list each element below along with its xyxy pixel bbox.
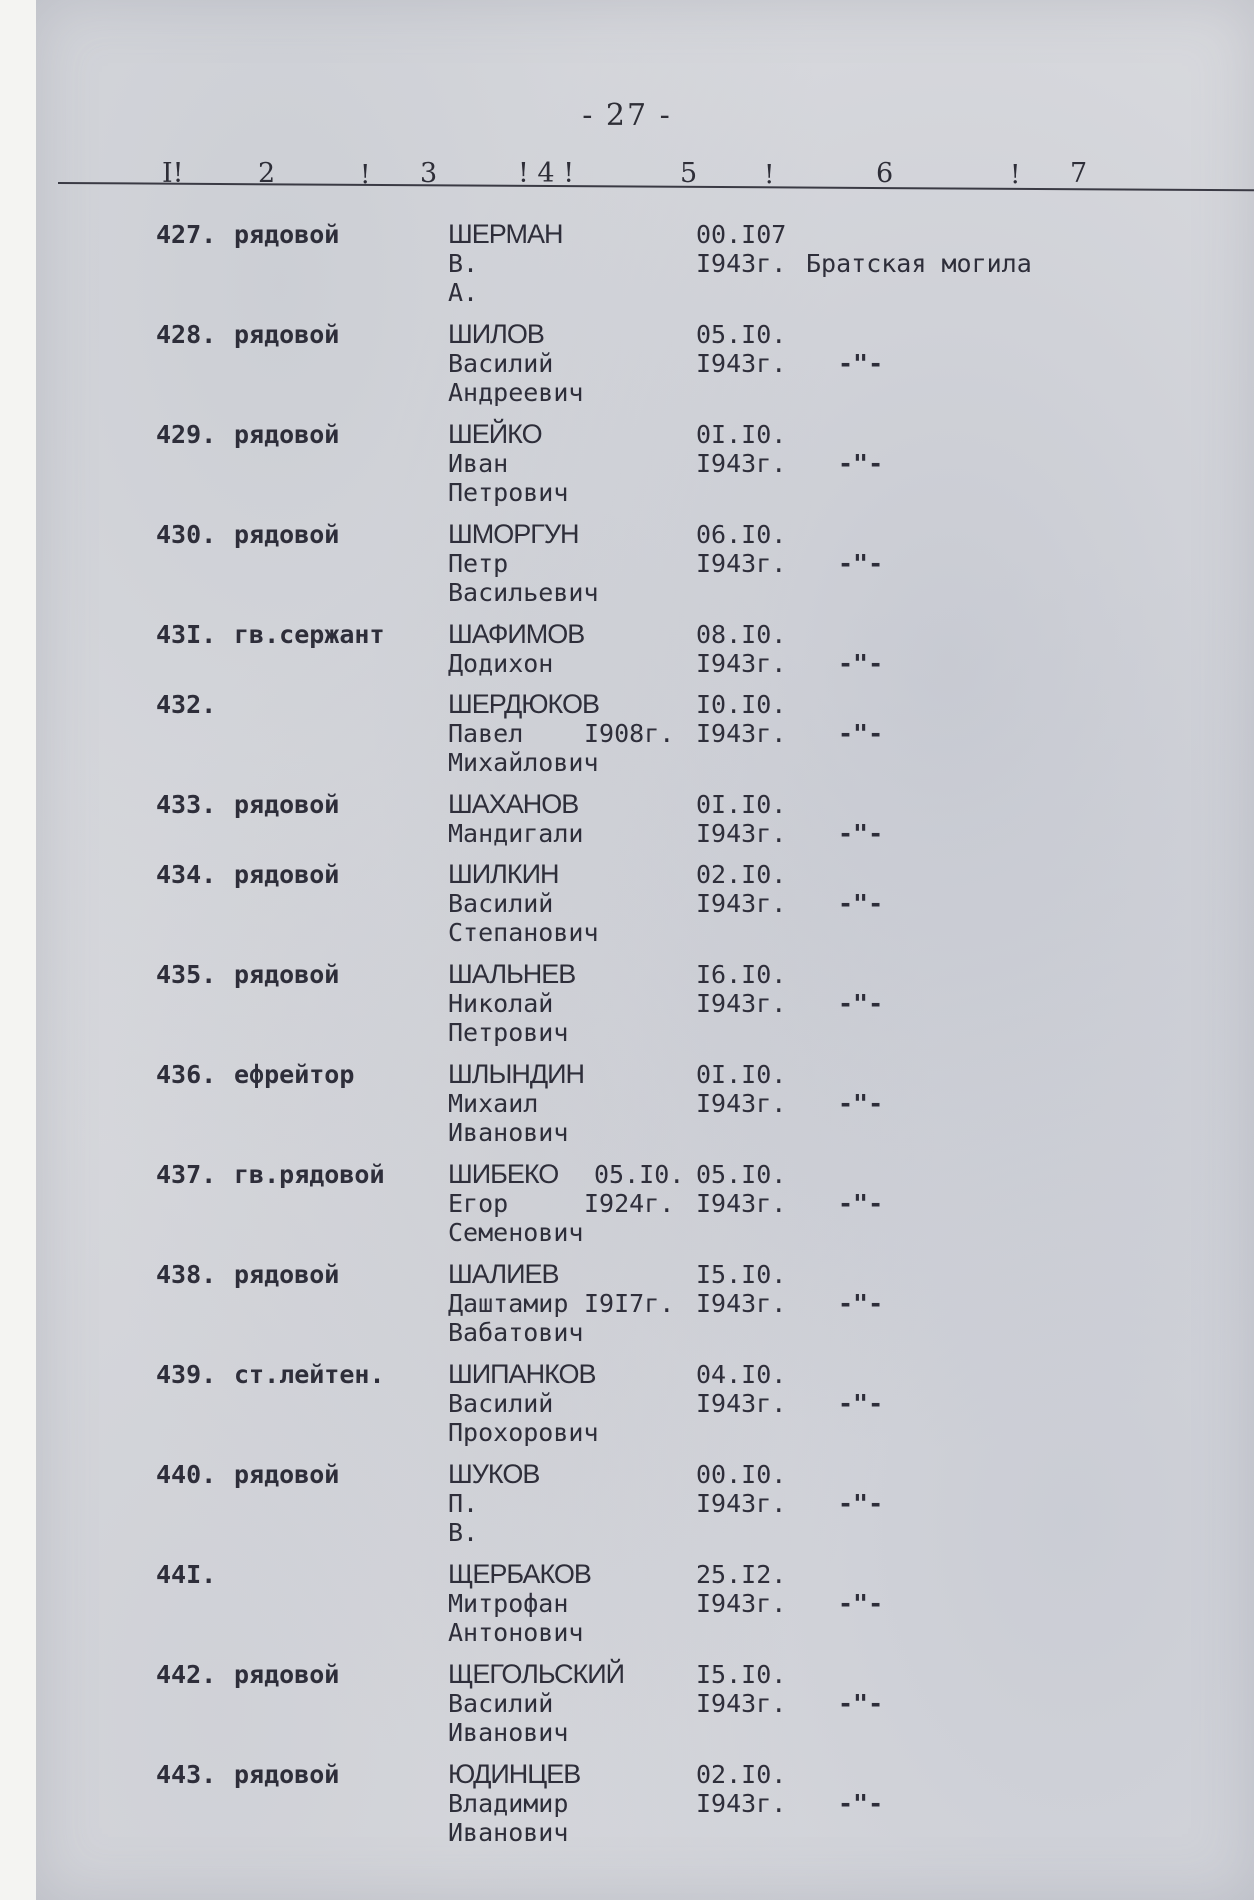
- death-day-month: 0I.I0.: [696, 420, 787, 449]
- column-separator: !: [1010, 160, 1021, 190]
- given-name: Даштамир: [448, 1289, 569, 1318]
- record-number: 440.: [156, 1460, 217, 1489]
- death-day-month: 00.I07: [696, 220, 787, 249]
- patronymic: Прохорович: [448, 1418, 599, 1447]
- column-header-5: 5: [680, 158, 698, 189]
- given-name: Павел: [448, 719, 524, 748]
- death-day-month: I5.I0.: [696, 1260, 787, 1289]
- full-name: [448, 790, 583, 848]
- birth-year: I9I7г.: [584, 1289, 675, 1318]
- column-separator: !: [764, 160, 775, 190]
- military-rank: ефрейтор: [234, 1060, 355, 1089]
- death-year: I943г.: [696, 1289, 787, 1318]
- military-rank: рядовой: [234, 220, 340, 249]
- surname: ШАЛИЕВ: [448, 1259, 559, 1289]
- given-name: Петр: [448, 549, 509, 578]
- record-number: 438.: [156, 1260, 217, 1289]
- birth-date: 05.I0.: [594, 1160, 685, 1189]
- birth-year: I924г.: [584, 1189, 675, 1218]
- death-date: [696, 620, 786, 678]
- military-rank: ст.лейтен.: [234, 1360, 385, 1389]
- given-name: Мандигали: [448, 819, 584, 848]
- full-name: [448, 1160, 583, 1247]
- burial-place: -"-: [838, 1289, 884, 1318]
- surname: ШУКОВ: [448, 1459, 540, 1489]
- given-name: Василий: [448, 889, 554, 918]
- burial-place: -"-: [838, 989, 884, 1018]
- military-rank: рядовой: [234, 420, 340, 449]
- given-name: П.: [448, 1489, 479, 1518]
- death-year: I943г.: [696, 1489, 787, 1518]
- column-header-3: 3: [420, 158, 438, 189]
- full-name: [448, 690, 599, 777]
- death-day-month: I5.I0.: [696, 1660, 787, 1689]
- death-year: I943г.: [696, 349, 787, 378]
- given-name: Василий: [448, 1389, 554, 1418]
- death-date: [696, 1160, 786, 1218]
- full-name: [448, 1460, 539, 1547]
- burial-place: -"-: [838, 1089, 884, 1118]
- death-year: I943г.: [696, 1189, 787, 1218]
- given-name: Владимир: [448, 1789, 569, 1818]
- full-name: [448, 220, 562, 307]
- military-rank: рядовой: [234, 790, 340, 819]
- given-name: Митрофан: [448, 1589, 569, 1618]
- record-number: 442.: [156, 1660, 217, 1689]
- record-number: 43I.: [156, 620, 217, 649]
- full-name: [448, 1360, 599, 1447]
- record-number: 429.: [156, 420, 217, 449]
- full-name: [448, 1660, 624, 1747]
- given-name: Додихон: [448, 649, 554, 678]
- full-name: [448, 1060, 584, 1147]
- death-year: I943г.: [696, 1689, 787, 1718]
- military-rank: рядовой: [234, 320, 340, 349]
- document-sheet: [36, 0, 1254, 1900]
- surname: ШИПАНКОВ: [448, 1359, 596, 1389]
- death-year: I943г.: [696, 249, 787, 278]
- death-date: [696, 420, 786, 478]
- full-name: [448, 1260, 583, 1347]
- death-date: [696, 960, 786, 1018]
- page-number: - 27 -: [582, 98, 672, 133]
- paper-edge: [0, 0, 36, 1900]
- death-year: I943г.: [696, 1089, 787, 1118]
- death-day-month: 04.I0.: [696, 1360, 787, 1389]
- death-day-month: I0.I0.: [696, 690, 787, 719]
- death-day-month: 0I.I0.: [696, 790, 787, 819]
- death-day-month: 06.I0.: [696, 520, 787, 549]
- given-name: Михаил: [448, 1089, 539, 1118]
- burial-place: -"-: [838, 889, 884, 918]
- death-day-month: 00.I0.: [696, 1460, 787, 1489]
- full-name: [448, 1560, 591, 1647]
- record-number: 428.: [156, 320, 217, 349]
- military-rank: рядовой: [234, 1660, 340, 1689]
- death-day-month: 05.I0.: [696, 320, 787, 349]
- surname: ШАЛЬНЕВ: [448, 959, 576, 989]
- birth-year: I908г.: [584, 719, 675, 748]
- military-rank: гв.рядовой: [234, 1160, 385, 1189]
- surname: ЮДИНЦЕВ: [448, 1759, 581, 1789]
- death-day-month: 0I.I0.: [696, 1060, 787, 1089]
- full-name: [448, 520, 599, 607]
- death-year: I943г.: [696, 549, 787, 578]
- military-rank: рядовой: [234, 1260, 340, 1289]
- death-date: [696, 1660, 786, 1718]
- burial-place: -"-: [838, 449, 884, 478]
- record-number: 44I.: [156, 1560, 217, 1589]
- surname: ШИЛОВ: [448, 319, 544, 349]
- burial-place: Братская могила: [806, 249, 1032, 278]
- column-header-2: 2: [258, 158, 276, 189]
- death-date: [696, 520, 786, 578]
- death-day-month: 02.I0.: [696, 860, 787, 889]
- surname: ЩЕГОЛЬСКИЙ: [448, 1659, 625, 1689]
- burial-place: -"-: [838, 649, 884, 678]
- given-name: Василий: [448, 349, 554, 378]
- record-number: 436.: [156, 1060, 217, 1089]
- burial-place: -"-: [838, 1589, 884, 1618]
- given-name: Василий: [448, 1689, 554, 1718]
- death-date: [696, 1360, 786, 1418]
- death-date: [696, 860, 786, 918]
- burial-place: -"-: [838, 1689, 884, 1718]
- surname: ШАФИМОВ: [448, 619, 585, 649]
- death-date: [696, 1760, 786, 1818]
- record-number: 443.: [156, 1760, 217, 1789]
- given-name: Николай: [448, 989, 554, 1018]
- death-date: [696, 1460, 786, 1518]
- military-rank: гв.сержант: [234, 620, 385, 649]
- patronymic: Семенович: [448, 1218, 584, 1247]
- death-day-month: 08.I0.: [696, 620, 787, 649]
- patronymic: Петрович: [448, 1018, 569, 1047]
- column-separator: !: [360, 160, 371, 190]
- full-name: [448, 960, 575, 1047]
- death-date: [696, 1260, 786, 1318]
- military-rank: рядовой: [234, 960, 340, 989]
- full-name: [448, 420, 568, 507]
- patronymic: Андреевич: [448, 378, 584, 407]
- surname: ШЛЫНДИН: [448, 1059, 585, 1089]
- patronymic: В.: [448, 1518, 479, 1547]
- death-year: I943г.: [696, 1789, 787, 1818]
- military-rank: рядовой: [234, 1760, 340, 1789]
- column-header-1: I!: [162, 158, 184, 189]
- column-header-4: ! 4 !: [518, 158, 575, 189]
- death-date: [696, 220, 786, 278]
- death-date: [696, 320, 786, 378]
- burial-place: -"-: [838, 819, 884, 848]
- patronymic: Михайлович: [448, 748, 599, 777]
- patronymic: А.: [448, 278, 479, 307]
- death-day-month: 25.I2.: [696, 1560, 787, 1589]
- column-header-7: 7: [1070, 158, 1088, 189]
- record-number: 437.: [156, 1160, 217, 1189]
- patronymic: Вабатович: [448, 1318, 584, 1347]
- death-year: I943г.: [696, 1389, 787, 1418]
- death-date: [696, 690, 786, 748]
- death-year: I943г.: [696, 1589, 787, 1618]
- column-header-6: 6: [876, 158, 894, 189]
- full-name: [448, 860, 599, 947]
- death-date: [696, 790, 786, 848]
- burial-place: -"-: [838, 1189, 884, 1218]
- record-number: 430.: [156, 520, 217, 549]
- patronymic: Степанович: [448, 918, 599, 947]
- burial-place: -"-: [838, 1789, 884, 1818]
- surname: ШЕЙКО: [448, 419, 542, 449]
- death-year: I943г.: [696, 889, 787, 918]
- death-day-month: 05.I0.: [696, 1160, 787, 1189]
- patronymic: Васильевич: [448, 578, 599, 607]
- military-rank: рядовой: [234, 860, 340, 889]
- surname: ШЕРМАН: [448, 219, 563, 249]
- death-year: I943г.: [696, 649, 787, 678]
- military-rank: рядовой: [234, 1460, 340, 1489]
- surname: ШМОРГУН: [448, 519, 579, 549]
- death-day-month: I6.I0.: [696, 960, 787, 989]
- surname: ШЕРДЮКОВ: [448, 689, 599, 719]
- patronymic: Иванович: [448, 1118, 569, 1147]
- patronymic: Иванович: [448, 1718, 569, 1747]
- given-name: Егор: [448, 1189, 509, 1218]
- patronymic: Петрович: [448, 478, 569, 507]
- burial-place: -"-: [838, 549, 884, 578]
- full-name: [448, 620, 584, 678]
- patronymic: Антонович: [448, 1618, 584, 1647]
- record-number: 433.: [156, 790, 217, 819]
- record-number: 435.: [156, 960, 217, 989]
- death-date: [696, 1060, 786, 1118]
- patronymic: Иванович: [448, 1818, 569, 1847]
- full-name: [448, 1760, 580, 1847]
- surname: ШИБЕКО: [448, 1159, 559, 1189]
- death-year: I943г.: [696, 819, 787, 848]
- burial-place: -"-: [838, 349, 884, 378]
- record-number: 427.: [156, 220, 217, 249]
- burial-place: -"-: [838, 719, 884, 748]
- burial-place: -"-: [838, 1389, 884, 1418]
- death-day-month: 02.I0.: [696, 1760, 787, 1789]
- death-year: I943г.: [696, 449, 787, 478]
- death-year: I943г.: [696, 719, 787, 748]
- surname: ШАХАНОВ: [448, 789, 579, 819]
- military-rank: рядовой: [234, 520, 340, 549]
- given-name: В.: [448, 249, 479, 278]
- record-number: 434.: [156, 860, 217, 889]
- death-date: [696, 1560, 786, 1618]
- surname: ЩЕРБАКОВ: [448, 1559, 591, 1589]
- record-number: 439.: [156, 1360, 217, 1389]
- surname: ШИЛКИН: [448, 859, 559, 889]
- burial-place: -"-: [838, 1489, 884, 1518]
- death-year: I943г.: [696, 989, 787, 1018]
- record-number: 432.: [156, 690, 217, 719]
- full-name: [448, 320, 583, 407]
- given-name: Иван: [448, 449, 509, 478]
